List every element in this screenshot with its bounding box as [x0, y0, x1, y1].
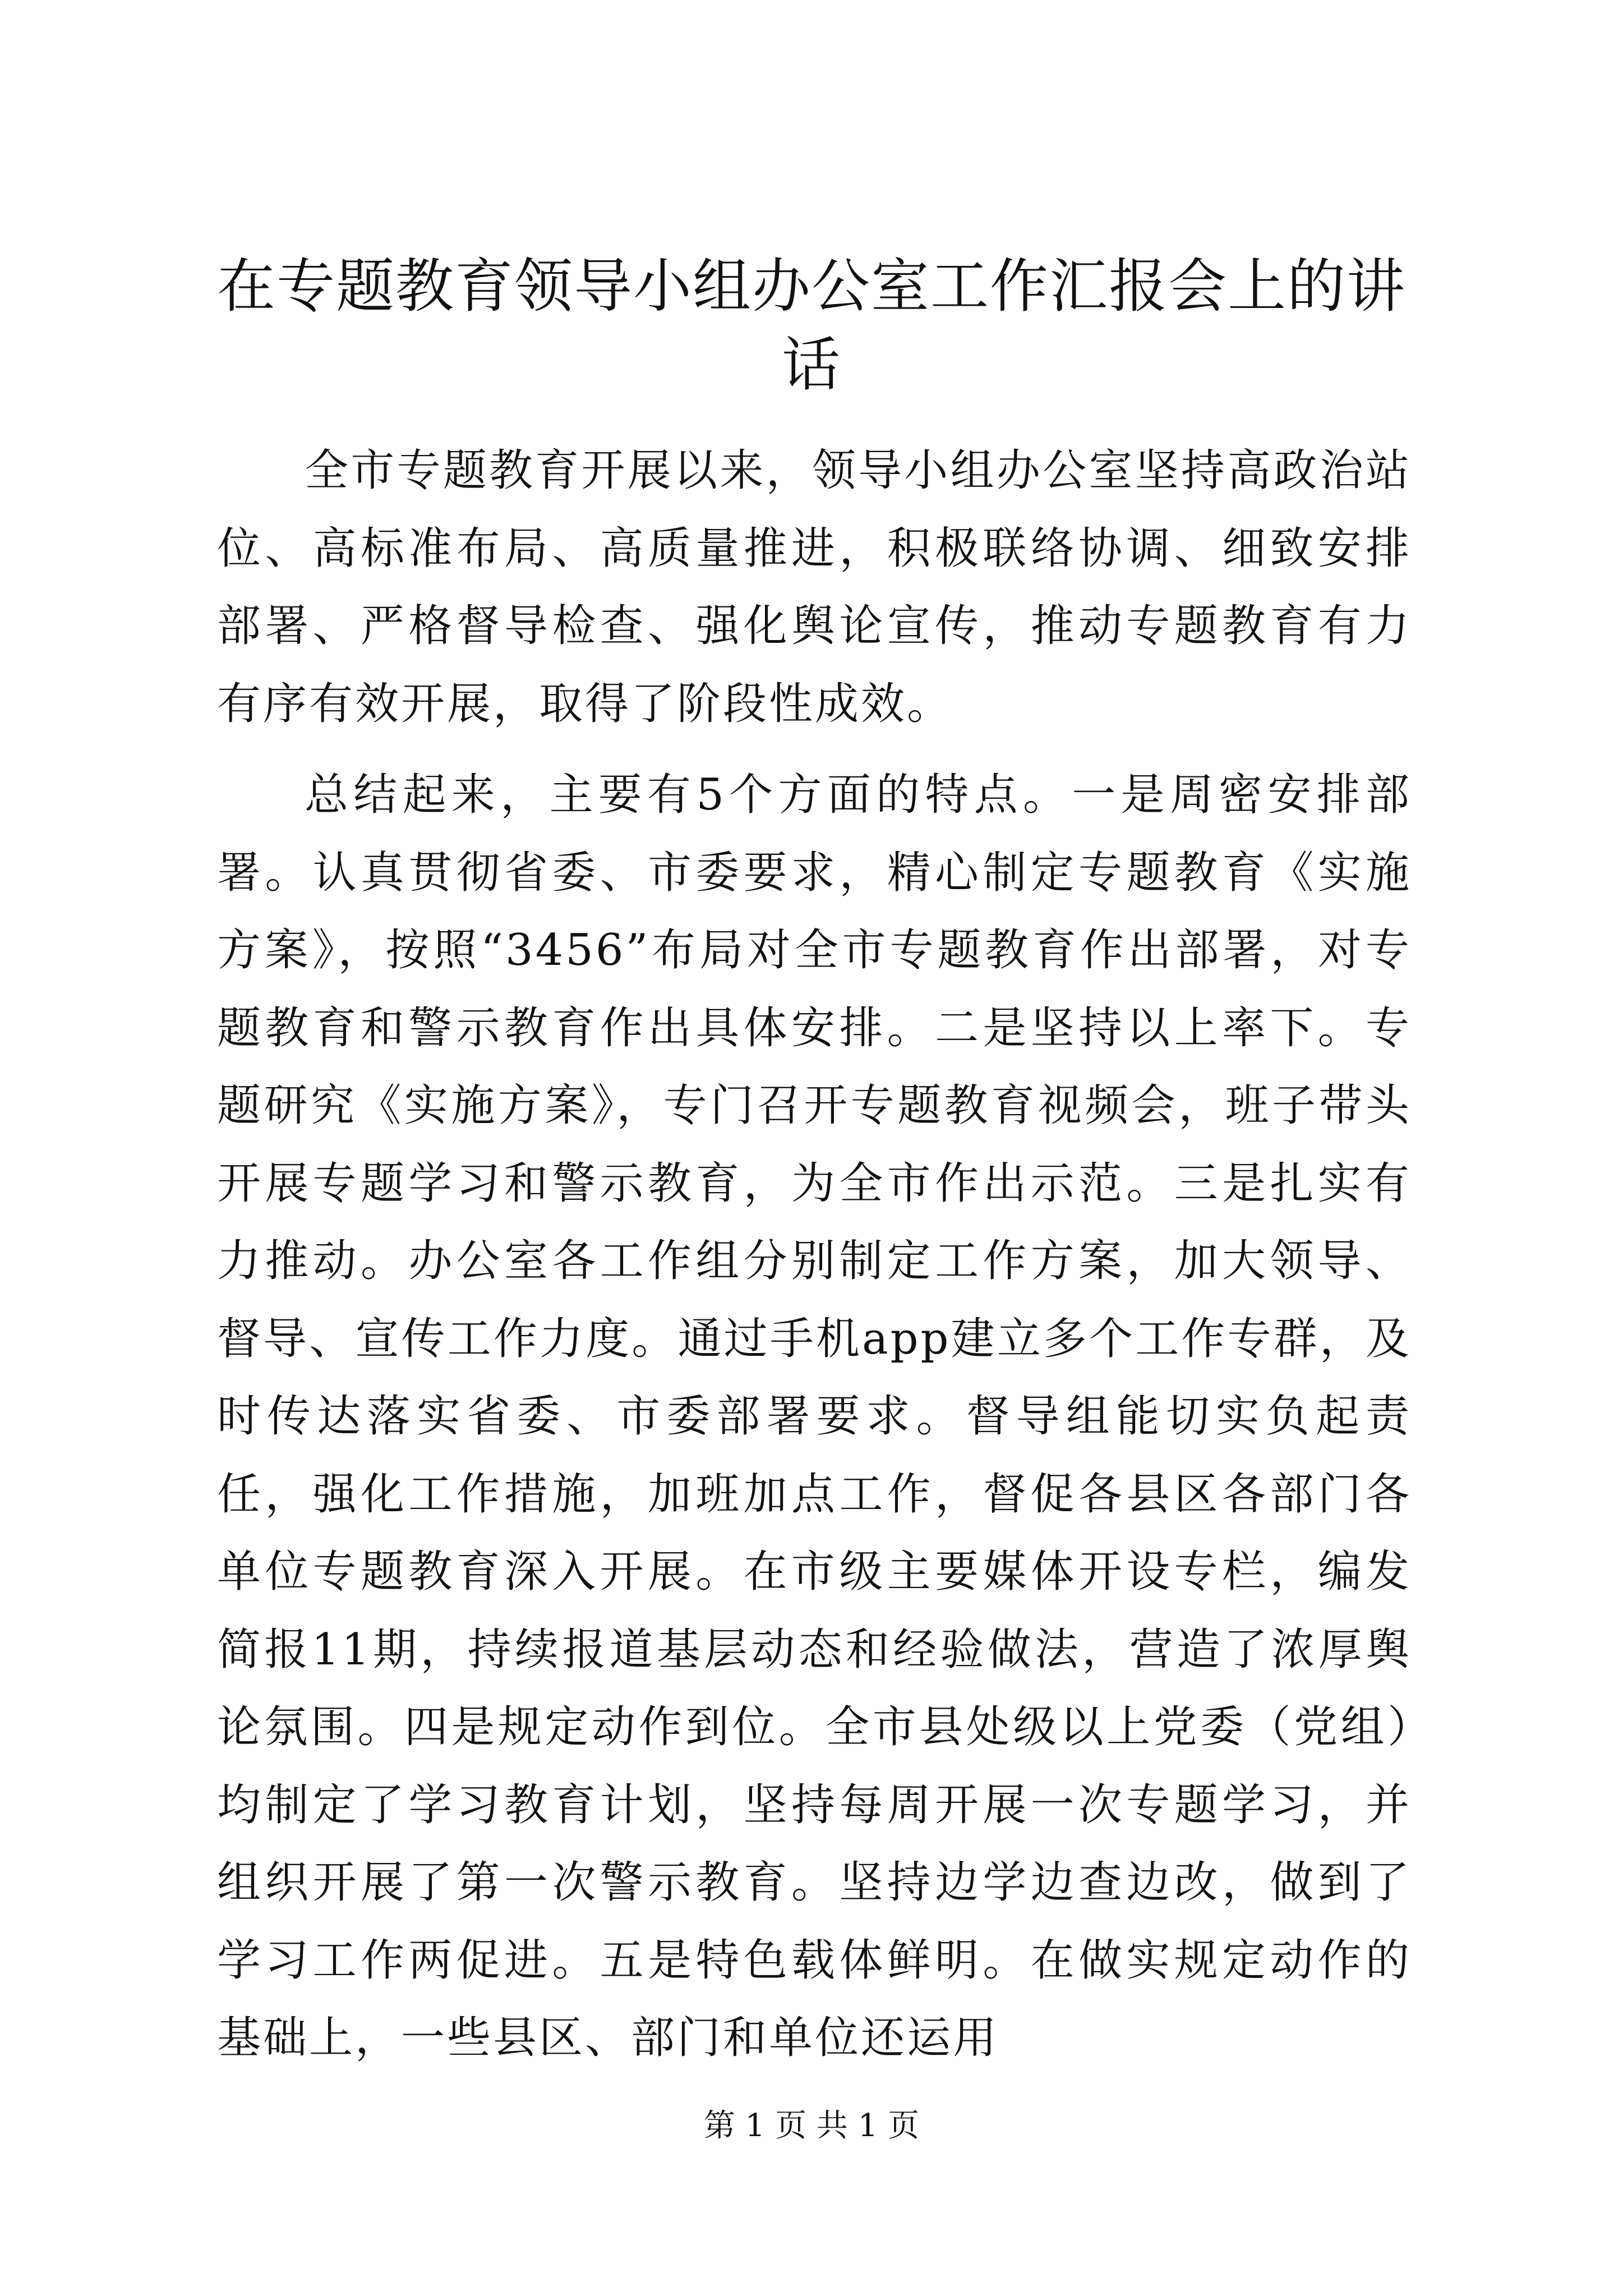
paragraph-intro: 全市专题教育开展以来，领导小组办公室坚持高政治站位、高标准布局、高质量推进，积极联络协调、细致安排部署、严格督导检查、强化舆论宣传，推动专题教育有力有序有效开展，取得了阶段性成效。 — [217, 445, 1412, 729]
document-body — [217, 432, 1412, 2091]
document-title: 在专题教育领导小组办公室工作汇报会上的讲话 — [216, 252, 1406, 399]
page-footer: 第 1 页 共 1 页 — [703, 2108, 920, 2144]
paragraph-summary: 总结起来，主要有5个方面的特点。一是周密安排部署。认真贯彻省委、市委要求，精心制定专题教育《实施方案》，按照“3456”布局对全市专题教育作出部署，对专题教育和警示教育作出具体安排。二是坚持以上率下。专题研究《实施方案》，专门召开专题教育视频会，班子带头开展专题学习和警示教育，为全市作出示范。三是扎实有力推动。办公室各工作组分别制定工作方案，加大领导、督导、宣传工作力度。通过手机app建立多个工作专群，及时传达落实省委、市委部署要求。督导组能切实负起责任，强化工作措施，加班加点工作，督促各县区各部门各单位专题教育深入开展。在市级主要媒体开设专栏，编发简报11期，持续报道基层动态和经验做法，营造了浓厚舆论氛围。四是规定动作到位。全市县处级以上党委（党组）均制定了学习教育计划，坚持每周开展一次专题学习，并组织开展了第一次警示教育。坚持边学边查边改，做到了学习工作两促进。五是特色载体鲜明。在做实规定动作的基础上，一些县区、部门和单位还运用 — [217, 770, 1412, 2063]
